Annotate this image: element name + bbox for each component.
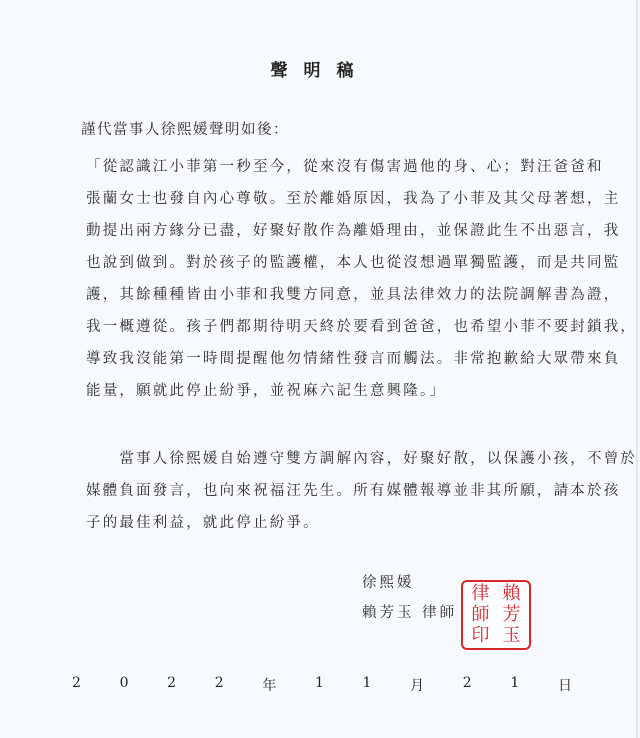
paragraph-line: 導致我沒能第一時間提醒他勿情緒性發言而觸法。非常抱歉給大眾帶來負 — [86, 351, 621, 367]
signatory-name: 徐熙媛 — [362, 575, 415, 591]
date-char: 1 — [362, 675, 372, 691]
document-title: 聲明稿 — [270, 61, 370, 81]
seal-character: 玉 — [502, 624, 521, 646]
date-char: 2 — [167, 675, 177, 691]
date-char: 2 — [462, 675, 472, 691]
date-char: 1 — [314, 675, 324, 691]
document-date — [72, 675, 572, 695]
seal-character: 師 — [471, 603, 490, 625]
date-char: 2 — [214, 675, 224, 691]
quoted-statement-paragraph — [86, 151, 638, 407]
paragraph-line: 「從認識江小菲第一秒至今，從來沒有傷害過他的身、心；對汪爸爸和 — [86, 159, 604, 175]
date-char: 月 — [410, 678, 425, 694]
paragraph-line: 媒體負面發言，也向來祝福汪先生。所有媒體報導並非其所願，請本於孩 — [86, 483, 621, 499]
date-char: 0 — [119, 675, 129, 691]
intro-line: 謹代當事人徐熙媛聲明如後： — [81, 122, 289, 138]
paragraph-line: 能量，願就此停止紛爭，並祝麻六記生意興隆。」 — [86, 383, 447, 399]
paragraph-line: 也說到做到。對於孩子的監護權，本人也從沒想過單獨監護，而是共同監 — [86, 255, 621, 271]
seal-character: 賴 — [502, 583, 521, 605]
signatory-lawyer: 賴芳玉 律師 — [362, 605, 458, 621]
date-char: 2 — [72, 675, 81, 691]
paragraph-line: 張蘭女士也發自內心尊敬。至於離婚原因，我為了小菲及其父母著想，主 — [86, 191, 621, 207]
seal-character: 芳 — [502, 603, 521, 625]
paragraph-line: 動提出兩方緣分已盡，好聚好散作為離婚理由，並保證此生不出惡言，我 — [86, 223, 621, 239]
paragraph-line: 護，其餘種種皆由小菲和我雙方同意，並具法律效力的法院調解書為證， — [86, 287, 621, 303]
date-char: 日 — [557, 678, 572, 694]
date-char: 1 — [510, 675, 520, 691]
lawyer-seal-stamp — [461, 580, 531, 650]
paragraph-line: 子的最佳利益，就此停止紛爭。 — [86, 515, 320, 531]
date-char: 年 — [262, 678, 277, 694]
seal-character: 律 — [471, 583, 490, 605]
seal-character: 印 — [471, 624, 490, 646]
lawyer-statement-paragraph — [86, 443, 638, 539]
paragraph-line: 我一概遵從。孩子們都期待明天終於要看到爸爸，也希望小菲不要封鎖我， — [86, 319, 638, 335]
paragraph-line: 當事人徐熙媛自始遵守雙方調解內容，好聚好散，以保護小孩，不曾於 — [86, 451, 638, 467]
